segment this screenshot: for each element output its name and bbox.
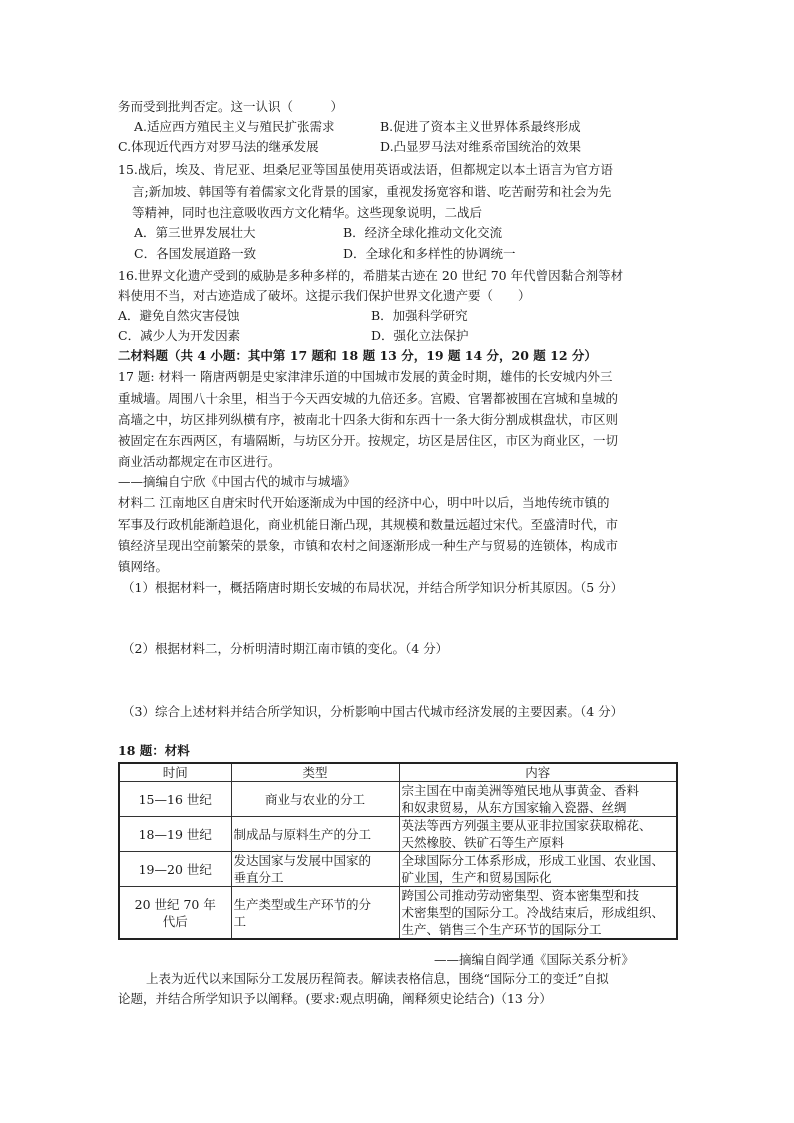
table-row xyxy=(119,817,677,852)
section-2-heading: 二材料题（共 4 小题：其中第 17 题和 18 题 13 分，19 题 14 分，20 题 12 分） xyxy=(118,348,597,363)
q17-material2-line-2: 军事及行政机能渐趋退化，商业机能日渐凸现，其规模和数量远超过宋代。至盛清时代，市 xyxy=(118,517,619,532)
table-header-row xyxy=(119,763,677,782)
cell-content-line: 生产、销售三个生产环节的国际分工 xyxy=(401,922,602,937)
q17-material1-line-4: 被固定在东西两区，有墙隔断，与坊区分开。按规定，坊区是居住区，市区为商业区，一切 xyxy=(118,433,619,448)
q14-stem-tail: 务而受到批判否定。这一认识（ ） xyxy=(118,99,344,114)
q17-material1-line-2: 重城墙。周围八十余里，相当于今天西安城的九倍还多。宫殿、官署都被围在宫城和皇城的 xyxy=(118,391,619,406)
q17-material2-line-1: 材料二 江南地区自唐宋时代开始逐渐成为中国的经济中心，明中叶以后，当地传统市镇的 xyxy=(118,495,610,510)
cell-content xyxy=(399,782,677,817)
q15-option-a: A．第三世界发展壮大 xyxy=(134,225,256,240)
q14-option-a: A.适应西方殖民主义与殖民扩张需求 xyxy=(134,119,335,134)
cell-content xyxy=(399,887,677,940)
cell-content-line: 天然橡胶、铁矿石等生产原料 xyxy=(401,835,565,850)
q17-material2-line-4: 镇网络。 xyxy=(118,559,169,574)
column-header-time: 时间 xyxy=(119,763,231,782)
q16-option-d: D．强化立法保护 xyxy=(371,328,469,343)
cell-type-line: 发达国家与发展中国家的 xyxy=(233,853,372,868)
cell-content-line: 英法等西方列强主要从亚非拉国家获取棉花、 xyxy=(401,818,652,833)
q16-stem-line-2: 料使用不当，对古迹造成了破坏。这提示我们保护世界文化遗产要（ ） xyxy=(118,288,531,303)
cell-time-line: 代后 xyxy=(162,913,188,929)
cell-type-line: 生产类型或生产环节的分 xyxy=(233,896,372,912)
cell-type: 商业与农业的分工 xyxy=(231,782,399,817)
cell-time-line: 20 世纪 70 年 xyxy=(134,896,216,912)
table-row xyxy=(119,887,677,940)
cell-content xyxy=(399,852,677,887)
q15-stem-line-2: 言;新加坡、韩国等有着儒家文化背景的国家，重视发扬宽容和谐、吃苦耐劳和社会为先 xyxy=(132,184,612,199)
cell-type xyxy=(231,887,399,940)
q15-stem-line-3: 等精神，同时也注意吸收西方文化精华。这些现象说明，二战后 xyxy=(132,205,483,220)
cell-time xyxy=(119,887,231,940)
cell-type xyxy=(231,852,399,887)
q14-option-b: B.促进了资本主义世界体系最终形成 xyxy=(380,119,581,134)
q15-option-b: B．经济全球化推动文化交流 xyxy=(343,225,503,240)
column-header-type: 类型 xyxy=(231,763,399,782)
q16-option-c: C．减少人为开发因素 xyxy=(118,328,241,343)
column-header-content: 内容 xyxy=(399,763,677,782)
q14-option-d: D.凸显罗马法对维系帝国统治的效果 xyxy=(380,139,582,154)
q16-stem-line-1: 16.世界文化遗产受到的威胁是多种多样的，希腊某古迹在 20 世纪 70 年代曾因黏合剂等材 xyxy=(118,268,624,283)
q15-option-d: D．全球化和多样性的协调统一 xyxy=(343,246,516,261)
cell-type-line: 垂直分工 xyxy=(233,870,284,885)
q17-material1-line-5: 商业活动都规定在市区进行。 xyxy=(118,454,281,469)
q18-prompt-line-1: 上表为近代以来国际分工发展历程简表。解读表格信息，围绕“国际分工的变迁”自拟 xyxy=(146,971,609,986)
q16-option-a: A．避免自然灾害侵蚀 xyxy=(118,308,240,323)
q16-option-b: B．加强科学研究 xyxy=(371,308,468,323)
cell-content-line: 全球国际分工体系形成，形成工业国、农业国、 xyxy=(401,853,665,868)
q18-prompt-line-2: 论题，并结合所学知识予以阐释。(要求:观点明确，阐释须史论结合)（13 分） xyxy=(118,991,552,1006)
q17-material1-line-1: 17 题: 材料一 隋唐两朝是史家津津乐道的中国城市发展的黄金时期，雄伟的长安城内外三 xyxy=(118,369,613,384)
division-of-labour-table xyxy=(118,762,678,940)
q14-option-c: C.体现近代西方对罗马法的继承发展 xyxy=(118,139,319,154)
cell-content-line: 宗主国在中南美洲等殖民地从事黄金、香料 xyxy=(401,783,640,798)
q18-heading: 18 题：材料 xyxy=(118,743,190,758)
table-row xyxy=(119,852,677,887)
cell-time: 18—19 世纪 xyxy=(119,817,231,852)
q17-subquestion-1: （1）根据材料一，概括隋唐时期长安城的布局状况，并结合所学知识分析其原因。（5 分） xyxy=(122,580,624,595)
cell-type-line: 工 xyxy=(233,913,247,929)
cell-time: 19—20 世纪 xyxy=(119,852,231,887)
cell-content xyxy=(399,817,677,852)
q17-subquestion-3: （3）综合上述材料并结合所学知识，分析影响中国古代城市经济发展的主要因素。（4 分） xyxy=(122,704,624,719)
cell-content-line: 和奴隶贸易，从东方国家输入瓷器、丝绸 xyxy=(401,800,627,815)
q17-material1-line-3: 高墙之中，坊区排列纵横有序，被南北十四条大街和东西十一条大街分割成棋盘状，市区则 xyxy=(118,412,619,427)
cell-content-line: 跨国公司推动劳动密集型、资本密集型和技 xyxy=(401,888,640,903)
q15-option-c: C．各国发展道路一致 xyxy=(134,246,257,261)
q15-stem-line-1: 15.战后，埃及、肯尼亚、坦桑尼亚等国虽使用英语或法语，但都规定以本土语言为官方语 xyxy=(118,162,613,177)
cell-type: 制成品与原料生产的分工 xyxy=(231,817,399,852)
cell-content-line: 术密集型的国际分工。冷战结束后，形成组织、 xyxy=(401,905,665,920)
cell-content-line: 矿业国，生产和贸易国际化 xyxy=(401,870,552,885)
cell-time: 15—16 世纪 xyxy=(119,782,231,817)
q17-subquestion-2: （2）根据材料二，分析明清时期江南市镇的变化。（4 分） xyxy=(122,641,449,656)
q17-material2-line-3: 镇经济呈现出空前繁荣的景象，市镇和农村之间逐渐形成一种生产与贸易的连锁体，构成市 xyxy=(118,538,619,553)
q17-material1-source: ——摘编自宁欣《中国古代的城市与城墙》 xyxy=(118,474,356,489)
table-row xyxy=(119,782,677,817)
q18-source: ——摘编自阎学通《国际关系分析》 xyxy=(434,952,635,967)
